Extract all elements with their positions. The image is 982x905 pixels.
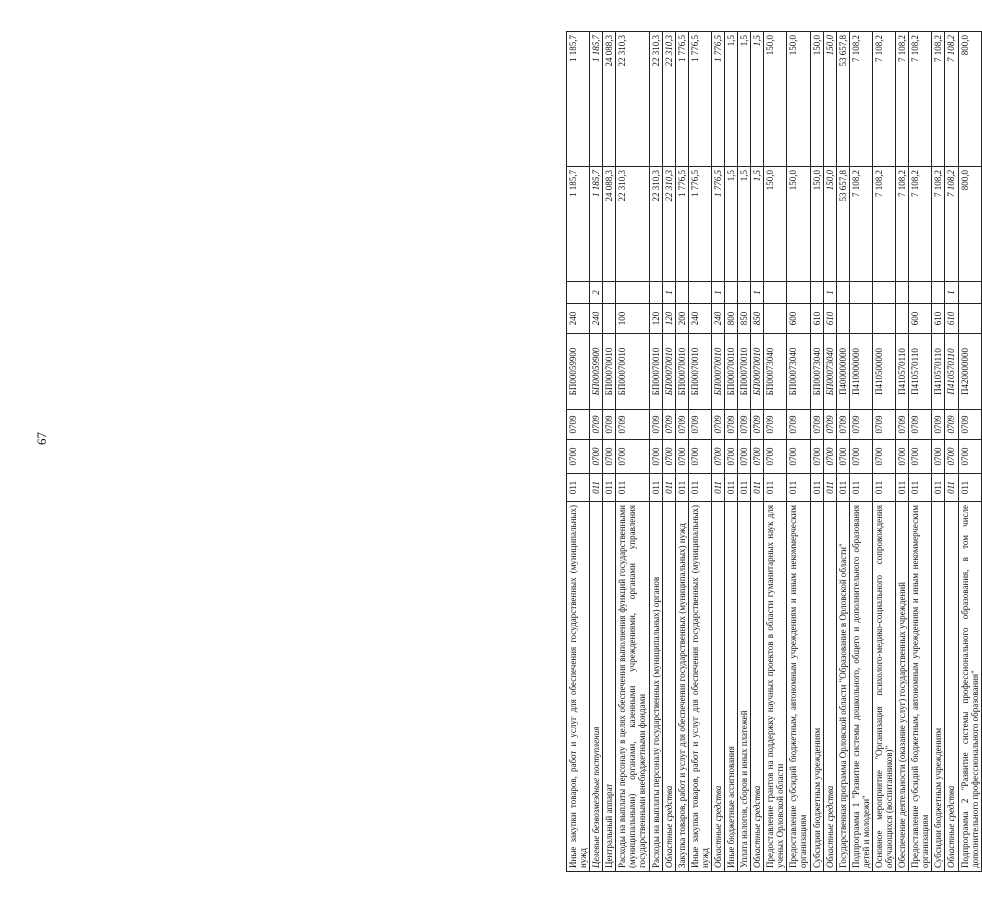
expense-type-cell: 800 <box>725 304 738 334</box>
amount-cell: 1 185,7 <box>567 167 590 282</box>
subsection-code-cell: 0709 <box>909 410 932 440</box>
department-code-cell: 011 <box>725 474 738 502</box>
table-row <box>958 32 981 872</box>
table-row <box>896 32 909 872</box>
section-code-cell: 0700 <box>590 440 603 474</box>
department-code-cell: 011 <box>896 474 909 502</box>
amount-cell: 7 108,2 <box>849 167 872 282</box>
department-code-cell: 011 <box>958 474 981 502</box>
expense-type-cell: 120 <box>649 304 662 334</box>
section-code-cell: 0700 <box>945 440 958 474</box>
row-name-cell: Областные средства <box>751 502 764 872</box>
target-article-cell: П410570110 <box>909 334 932 410</box>
target-article-cell: БП00059900 <box>590 334 603 410</box>
subsection-code-cell: 0709 <box>849 410 872 440</box>
section-code-cell: 0700 <box>896 440 909 474</box>
department-code-cell: 011 <box>872 474 895 502</box>
row-name-cell: Подпрограмма 1 "Развитие системы дошкольного, общего и дополнительного образования детей и молодежи" <box>849 502 872 872</box>
amount-cell: 7 108,2 <box>872 167 895 282</box>
subsection-code-cell: 0709 <box>725 410 738 440</box>
target-article-cell: П410500000 <box>872 334 895 410</box>
expense-type-cell: 600 <box>909 304 932 334</box>
section-code-cell: 0700 <box>662 440 675 474</box>
department-code-cell: 011 <box>932 474 945 502</box>
target-article-cell: БП00070010 <box>688 334 711 410</box>
department-code-cell: 011 <box>662 474 675 502</box>
row-name-cell: Иные закупки товаров, работ и услуг для обеспечения государственных (муниципальных) нужд <box>567 502 590 872</box>
row-name-cell: Предоставление субсидий бюджетным, автономным учреждениям и иным некоммерческим организациям <box>787 502 810 872</box>
subsection-code-cell: 0709 <box>932 410 945 440</box>
section-code-cell: 0700 <box>909 440 932 474</box>
funding-source-cell <box>872 282 895 304</box>
section-code-cell: 0700 <box>567 440 590 474</box>
table-row <box>909 32 932 872</box>
department-code-cell: 011 <box>849 474 872 502</box>
table-row <box>616 32 649 872</box>
amount-cell: 7 108,2 <box>909 167 932 282</box>
section-code-cell: 0700 <box>675 440 688 474</box>
target-article-cell: БП00070010 <box>725 334 738 410</box>
table-row <box>662 32 675 872</box>
budget-table-rotated <box>566 32 982 872</box>
section-code-cell: 0700 <box>725 440 738 474</box>
funding-source-cell: 1 <box>751 282 764 304</box>
amount-cell: 1 776,5 <box>711 167 724 282</box>
subsection-code-cell: 0709 <box>751 410 764 440</box>
funding-source-cell <box>958 282 981 304</box>
target-article-cell: БП00073040 <box>810 334 823 410</box>
department-code-cell: 011 <box>603 474 616 502</box>
amount-total-cell: 7 108,2 <box>909 32 932 167</box>
expense-type-cell <box>836 304 849 334</box>
row-name-cell: Закупка товаров, работ и услуг для обеспечения государственных (муниципальных) нужд <box>675 502 688 872</box>
expense-type-cell: 200 <box>675 304 688 334</box>
funding-source-cell: 1 <box>711 282 724 304</box>
expense-type-cell: 120 <box>662 304 675 334</box>
funding-source-cell <box>725 282 738 304</box>
subsection-code-cell: 0709 <box>603 410 616 440</box>
row-name-cell: Субсидии бюджетным учреждениям <box>810 502 823 872</box>
target-article-cell: БП00070010 <box>603 334 616 410</box>
amount-cell: 1 185,7 <box>590 167 603 282</box>
expense-type-cell <box>896 304 909 334</box>
department-code-cell: 011 <box>909 474 932 502</box>
amount-total-cell: 7 108,2 <box>932 32 945 167</box>
amount-total-cell: 1 776,5 <box>711 32 724 167</box>
funding-source-cell: 1 <box>662 282 675 304</box>
amount-cell: 1 776,5 <box>688 167 711 282</box>
section-code-cell: 0700 <box>764 440 787 474</box>
section-code-cell: 0700 <box>932 440 945 474</box>
target-article-cell: БП00070010 <box>649 334 662 410</box>
expense-type-cell: 240 <box>688 304 711 334</box>
amount-total-cell: 1,5 <box>725 32 738 167</box>
amount-total-cell: 800,0 <box>958 32 981 167</box>
amount-total-cell: 24 088,3 <box>603 32 616 167</box>
amount-total-cell: 1 776,5 <box>688 32 711 167</box>
funding-source-cell <box>688 282 711 304</box>
page-number: 67 <box>34 432 49 445</box>
table-row <box>567 32 590 872</box>
target-article-cell: БП00070010 <box>616 334 649 410</box>
subsection-code-cell: 0709 <box>836 410 849 440</box>
table-row <box>849 32 872 872</box>
expense-type-cell <box>872 304 895 334</box>
target-article-cell: БП00070010 <box>711 334 724 410</box>
table-row <box>932 32 945 872</box>
amount-total-cell: 22 310,3 <box>662 32 675 167</box>
subsection-code-cell: 0709 <box>764 410 787 440</box>
expense-type-cell: 600 <box>787 304 810 334</box>
target-article-cell: БП00059900 <box>567 334 590 410</box>
department-code-cell: 011 <box>675 474 688 502</box>
section-code-cell: 0700 <box>958 440 981 474</box>
expense-type-cell: 850 <box>751 304 764 334</box>
department-code-cell: 011 <box>711 474 724 502</box>
expense-type-cell: 240 <box>590 304 603 334</box>
amount-cell: 150,0 <box>764 167 787 282</box>
row-name-cell: Областные средства <box>711 502 724 872</box>
funding-source-cell <box>616 282 649 304</box>
table-row <box>603 32 616 872</box>
amount-total-cell: 1 185,7 <box>567 32 590 167</box>
expense-type-cell: 850 <box>738 304 751 334</box>
amount-total-cell: 7 108,2 <box>945 32 958 167</box>
amount-cell: 7 108,2 <box>945 167 958 282</box>
target-article-cell: П420000000 <box>958 334 981 410</box>
amount-cell: 7 108,2 <box>896 167 909 282</box>
row-name-cell: Целевые безвозмездные поступления <box>590 502 603 872</box>
subsection-code-cell: 0709 <box>662 410 675 440</box>
department-code-cell: 011 <box>945 474 958 502</box>
table-row <box>810 32 823 872</box>
subsection-code-cell: 0709 <box>590 410 603 440</box>
funding-source-cell <box>896 282 909 304</box>
amount-cell: 1,5 <box>738 167 751 282</box>
amount-total-cell: 22 310,3 <box>616 32 649 167</box>
section-code-cell: 0700 <box>849 440 872 474</box>
amount-cell: 1,5 <box>751 167 764 282</box>
funding-source-cell <box>738 282 751 304</box>
department-code-cell: 011 <box>567 474 590 502</box>
row-name-cell: Иные закупки товаров, работ и услуг для обеспечения государственных (муниципальных) нужд <box>688 502 711 872</box>
row-name-cell: Основное мероприятие "Организация психолого-медико-социального сопровождения обучающихся (воспитанников)" <box>872 502 895 872</box>
target-article-cell: БП00070010 <box>662 334 675 410</box>
amount-total-cell: 1,5 <box>751 32 764 167</box>
expense-type-cell: 610 <box>945 304 958 334</box>
target-article-cell: П410570110 <box>945 334 958 410</box>
amount-total-cell: 150,0 <box>764 32 787 167</box>
expense-type-cell <box>764 304 787 334</box>
amount-total-cell: 7 108,2 <box>849 32 872 167</box>
department-code-cell: 011 <box>649 474 662 502</box>
subsection-code-cell: 0709 <box>711 410 724 440</box>
funding-source-cell: 2 <box>590 282 603 304</box>
amount-total-cell: 53 657,8 <box>836 32 849 167</box>
section-code-cell: 0700 <box>738 440 751 474</box>
section-code-cell: 0700 <box>603 440 616 474</box>
expense-type-cell: 240 <box>567 304 590 334</box>
amount-cell: 1 776,5 <box>675 167 688 282</box>
subsection-code-cell: 0709 <box>896 410 909 440</box>
amount-total-cell: 1 185,7 <box>590 32 603 167</box>
subsection-code-cell: 0709 <box>616 410 649 440</box>
row-name-cell: Центральный аппарат <box>603 502 616 872</box>
funding-source-cell <box>810 282 823 304</box>
subsection-code-cell: 0709 <box>872 410 895 440</box>
section-code-cell: 0700 <box>810 440 823 474</box>
section-code-cell: 0700 <box>787 440 810 474</box>
amount-total-cell: 22 310,3 <box>649 32 662 167</box>
amount-cell: 22 310,3 <box>649 167 662 282</box>
department-code-cell: 011 <box>787 474 810 502</box>
target-article-cell: П410570110 <box>932 334 945 410</box>
table-row <box>836 32 849 872</box>
table-row <box>787 32 810 872</box>
table-row <box>711 32 724 872</box>
row-name-cell: Уплата налогов, сборов и иных платежей <box>738 502 751 872</box>
expense-type-cell <box>958 304 981 334</box>
amount-cell: 22 310,3 <box>662 167 675 282</box>
section-code-cell: 0700 <box>616 440 649 474</box>
expense-type-cell: 610 <box>810 304 823 334</box>
table-row <box>751 32 764 872</box>
target-article-cell: БП00073040 <box>787 334 810 410</box>
funding-source-cell <box>649 282 662 304</box>
amount-total-cell: 7 108,2 <box>896 32 909 167</box>
row-name-cell: Расходы на выплаты персоналу в целях обеспечения выполнения функций государственными (муниципальными) органами, казенными учреждениями, органами управления государственными внебюджетными фондами <box>616 502 649 872</box>
target-article-cell: П410570110 <box>896 334 909 410</box>
amount-cell: 22 310,3 <box>616 167 649 282</box>
row-name-cell: Расходы на выплаты персоналу государственных (муниципальных) органов <box>649 502 662 872</box>
table-row <box>764 32 787 872</box>
funding-source-cell <box>764 282 787 304</box>
row-name-cell: Предоставление субсидий бюджетным, автономным учреждениям и иным некоммерческим организациям <box>909 502 932 872</box>
funding-source-cell <box>567 282 590 304</box>
amount-cell: 150,0 <box>810 167 823 282</box>
subsection-code-cell: 0709 <box>958 410 981 440</box>
section-code-cell: 0700 <box>823 440 836 474</box>
target-article-cell: П400000000 <box>836 334 849 410</box>
amount-cell: 7 108,2 <box>932 167 945 282</box>
table-row <box>675 32 688 872</box>
funding-source-cell <box>932 282 945 304</box>
row-name-cell: Государственная программа Орловской области "Образование в Орловской области" <box>836 502 849 872</box>
expense-type-cell <box>603 304 616 334</box>
subsection-code-cell: 0709 <box>945 410 958 440</box>
table-row <box>738 32 751 872</box>
expense-type-cell <box>849 304 872 334</box>
budget-table-body <box>567 32 982 872</box>
subsection-code-cell: 0709 <box>675 410 688 440</box>
amount-total-cell: 150,0 <box>810 32 823 167</box>
table-row <box>688 32 711 872</box>
target-article-cell: П410000000 <box>849 334 872 410</box>
table-row <box>649 32 662 872</box>
funding-source-cell <box>787 282 810 304</box>
funding-source-cell: 1 <box>945 282 958 304</box>
amount-cell: 53 657,8 <box>836 167 849 282</box>
funding-source-cell: 1 <box>823 282 836 304</box>
table-row <box>590 32 603 872</box>
subsection-code-cell: 0709 <box>810 410 823 440</box>
subsection-code-cell: 0709 <box>823 410 836 440</box>
section-code-cell: 0700 <box>836 440 849 474</box>
subsection-code-cell: 0709 <box>567 410 590 440</box>
row-name-cell: Субсидии бюджетным учреждениям <box>932 502 945 872</box>
funding-source-cell <box>603 282 616 304</box>
subsection-code-cell: 0709 <box>649 410 662 440</box>
amount-total-cell: 150,0 <box>823 32 836 167</box>
row-name-cell: Подпрограмма 2 "Развитие системы профессионального образования, в том числе дополнительного профессионального образования" <box>958 502 981 872</box>
amount-total-cell: 1 776,5 <box>675 32 688 167</box>
department-code-cell: 011 <box>810 474 823 502</box>
amount-cell: 150,0 <box>787 167 810 282</box>
department-code-cell: 011 <box>764 474 787 502</box>
table-row <box>945 32 958 872</box>
funding-source-cell <box>836 282 849 304</box>
subsection-code-cell: 0709 <box>787 410 810 440</box>
funding-source-cell <box>909 282 932 304</box>
department-code-cell: 011 <box>590 474 603 502</box>
section-code-cell: 0700 <box>711 440 724 474</box>
department-code-cell: 011 <box>738 474 751 502</box>
amount-total-cell: 1,5 <box>738 32 751 167</box>
department-code-cell: 011 <box>616 474 649 502</box>
target-article-cell: БП00070010 <box>738 334 751 410</box>
expense-type-cell: 100 <box>616 304 649 334</box>
expense-type-cell: 240 <box>711 304 724 334</box>
target-article-cell: БП00070010 <box>675 334 688 410</box>
amount-total-cell: 7 108,2 <box>872 32 895 167</box>
section-code-cell: 0700 <box>872 440 895 474</box>
amount-cell: 24 088,3 <box>603 167 616 282</box>
row-name-cell: Обеспечение деятельности (оказание услуг) государственных учреждений <box>896 502 909 872</box>
department-code-cell: 011 <box>836 474 849 502</box>
target-article-cell: БП00073040 <box>823 334 836 410</box>
amount-cell: 800,0 <box>958 167 981 282</box>
row-name-cell: Областные средства <box>945 502 958 872</box>
department-code-cell: 011 <box>688 474 711 502</box>
funding-source-cell <box>849 282 872 304</box>
row-name-cell: Предоставление грантов на поддержку научных проектов в области гуманитарных наук для ученых Орловской области <box>764 502 787 872</box>
section-code-cell: 0700 <box>649 440 662 474</box>
table-row <box>823 32 836 872</box>
row-name-cell: Иные бюджетные ассигнования <box>725 502 738 872</box>
row-name-cell: Областные средства <box>823 502 836 872</box>
funding-source-cell <box>675 282 688 304</box>
department-code-cell: 011 <box>823 474 836 502</box>
budget-table <box>566 31 982 872</box>
target-article-cell: БП00073040 <box>764 334 787 410</box>
subsection-code-cell: 0709 <box>688 410 711 440</box>
amount-total-cell: 150,0 <box>787 32 810 167</box>
section-code-cell: 0700 <box>751 440 764 474</box>
department-code-cell: 011 <box>751 474 764 502</box>
table-row <box>872 32 895 872</box>
table-row <box>725 32 738 872</box>
subsection-code-cell: 0709 <box>738 410 751 440</box>
target-article-cell: БП00070010 <box>751 334 764 410</box>
expense-type-cell: 610 <box>932 304 945 334</box>
row-name-cell: Областные средства <box>662 502 675 872</box>
section-code-cell: 0700 <box>688 440 711 474</box>
expense-type-cell: 610 <box>823 304 836 334</box>
amount-cell: 150,0 <box>823 167 836 282</box>
amount-cell: 1,5 <box>725 167 738 282</box>
